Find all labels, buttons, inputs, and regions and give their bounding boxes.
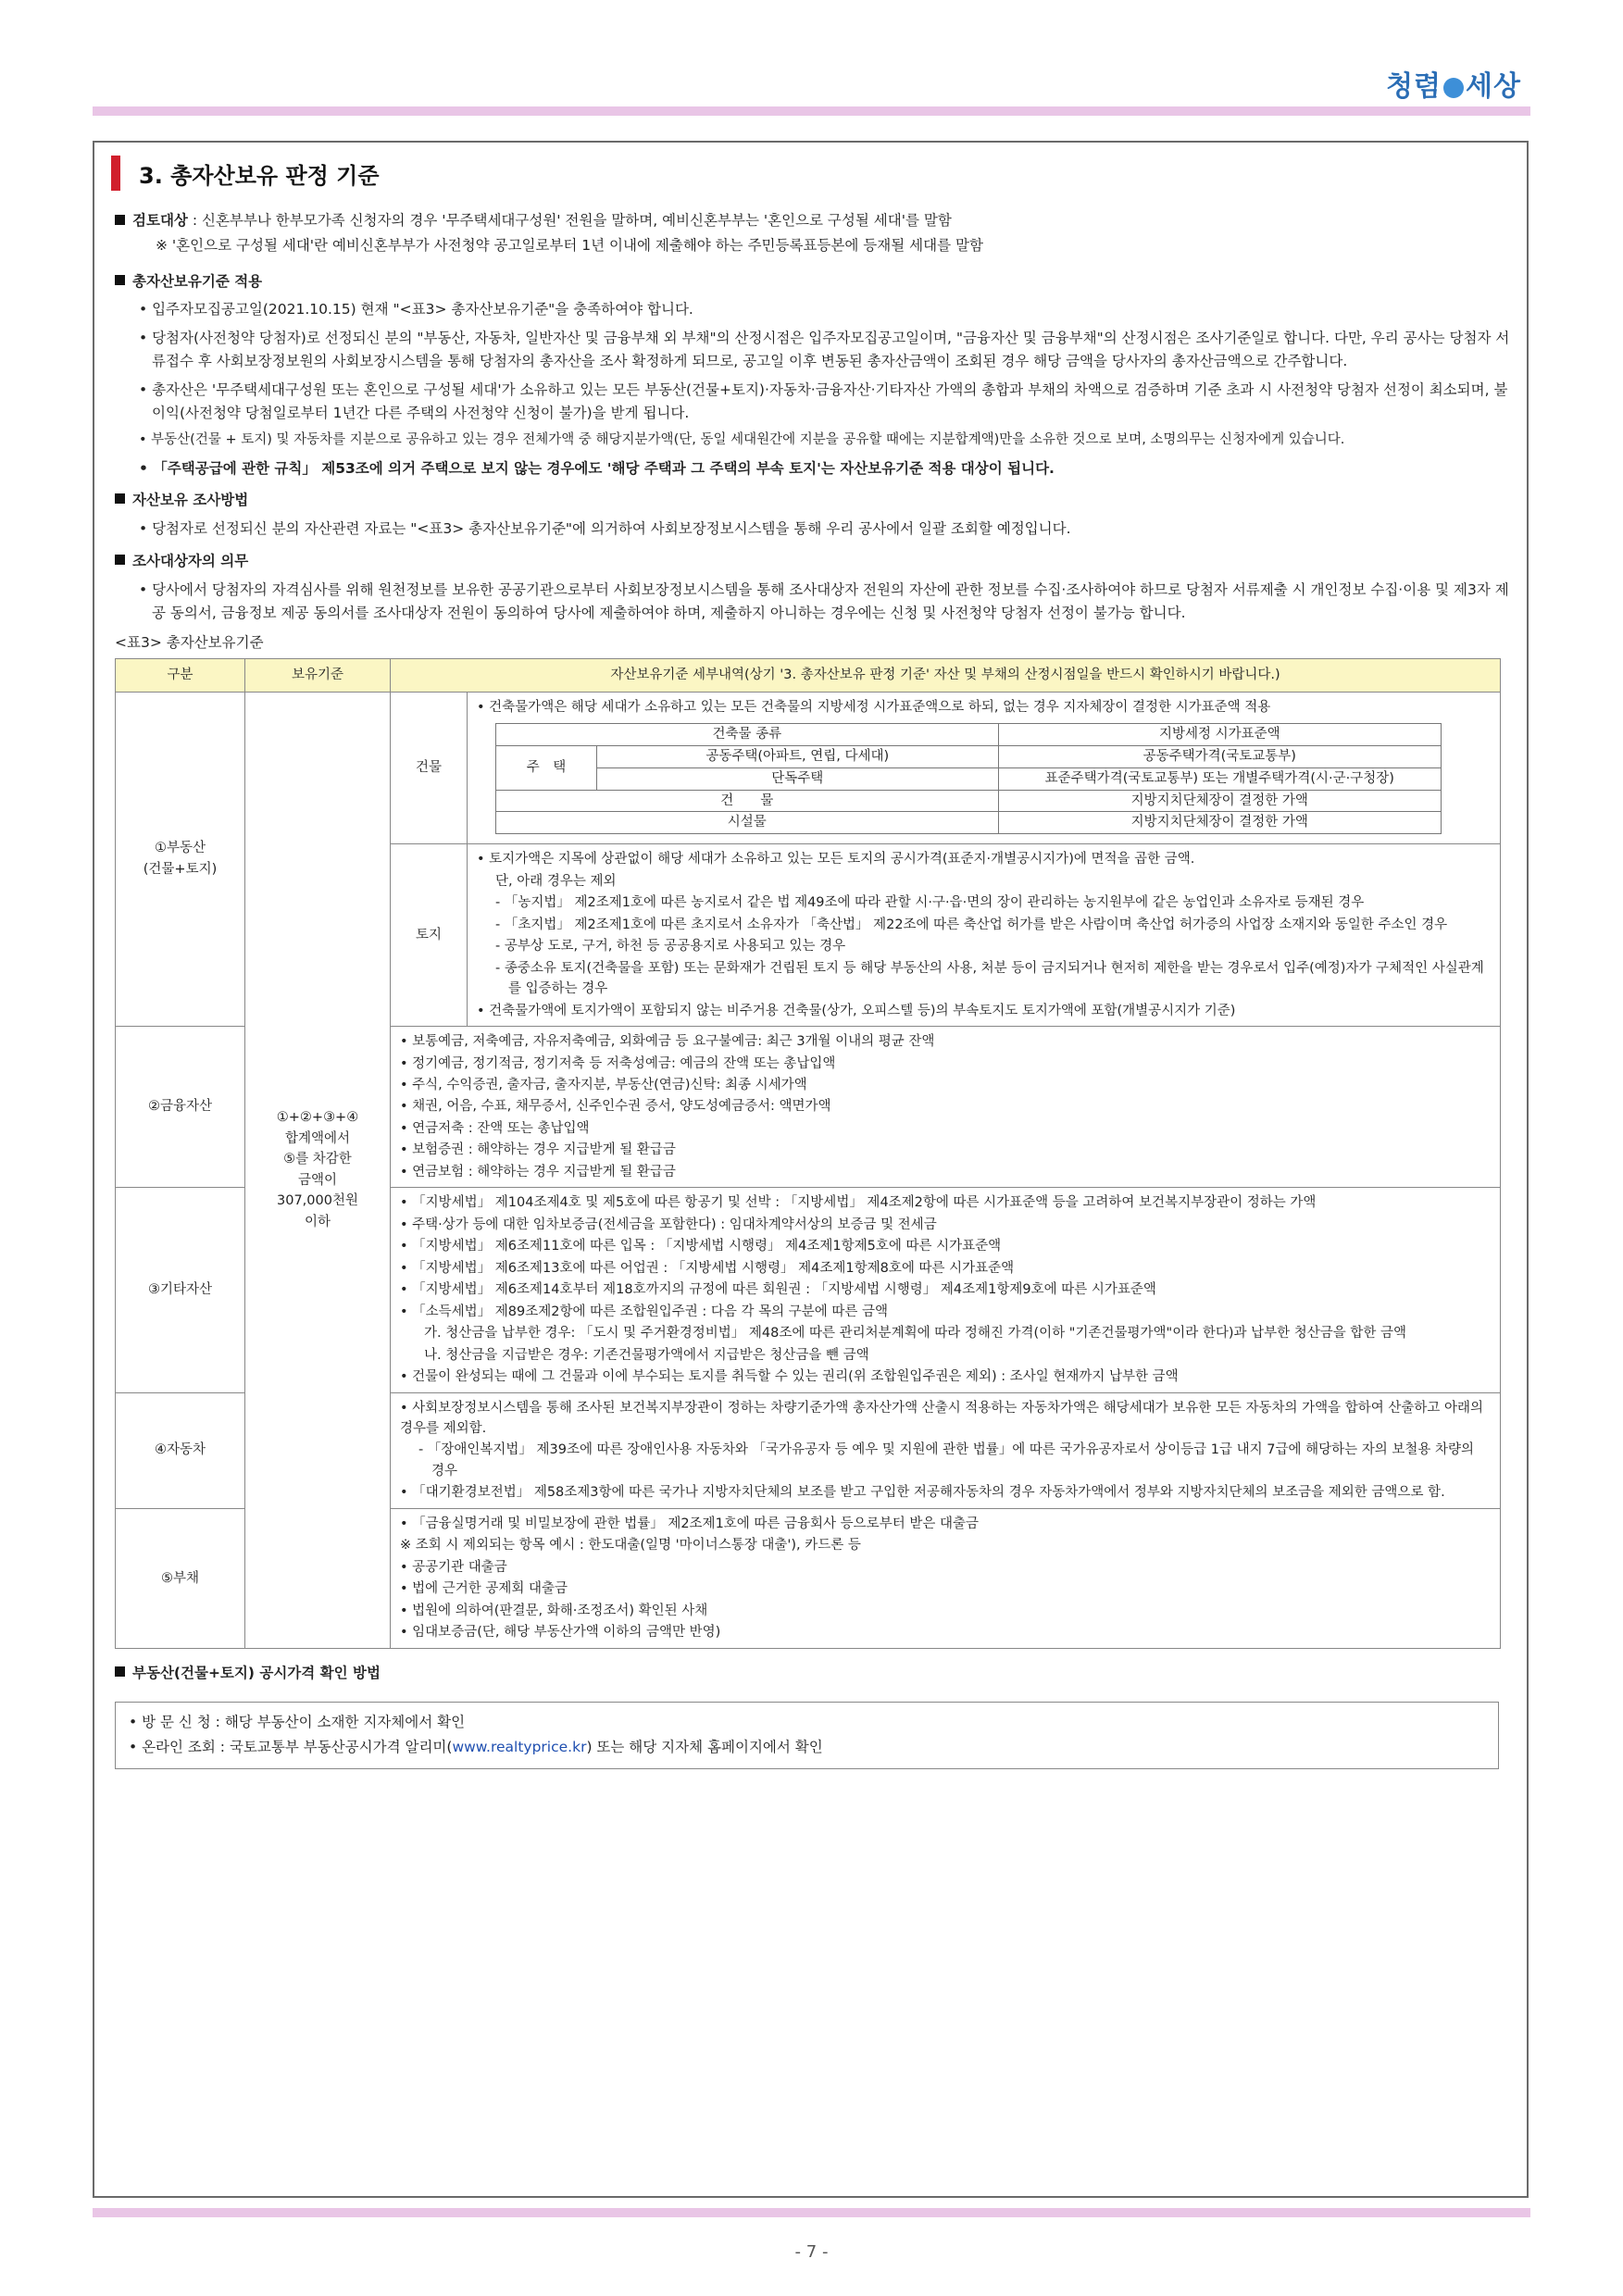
price-check-visit: • 방 문 신 청 : 해당 부동산이 소재한 지자체에서 확인 bbox=[129, 1713, 466, 1730]
debt-detail: • 「금융실명거래 및 비밀보장에 관한 법률」 제2조제1호에 따른 금융회사 등으로부터 받은 대출금 ※ 조회 시 제외되는 항목 예시 : 한도대출(일명 '마이너스통장 대출'), 카드론 등 • 공공기관 대출금 • 법에 근거한 공제회 대출금 • 법원에 의하여(판결문, 화해·조정조서) 확인된 사채 • 임대보증금(단, 해당 부동산가액 이하의 금액만 반영) bbox=[391, 1508, 1501, 1648]
apply-bullet-3: • 총자산은 '무주택세대구성원 또는 혼인으로 구성될 세대'가 소유하고 있는 모든 부동산(건물+토지)·자동차·금융자산·기타자산 가액의 총합과 부채의 차액으로 검증하며 기준 초과 시 사전청약 당첨자 선정이 최소되며, 불이익(사전청약 당첨일로부터 1년간 다른 주택의 사전청약 신청이 불가)을 받게 됩니다. bbox=[139, 381, 1508, 421]
cat-debt: ⑤부채 bbox=[116, 1508, 245, 1648]
sub-land: 토지 bbox=[391, 844, 468, 1027]
square-bullet-icon bbox=[115, 275, 125, 285]
apply-bullet-4: • 부동산(건물 + 토지) 및 자동차를 지분으로 공유하고 있는 경우 전체가액 중 해당지분가액(단, 동일 세대원간에 지분을 공유할 때에는 지분합계액)만을 소유한 것으로 보며, 소명의무는 신청자에게 있습니다. bbox=[139, 432, 1345, 448]
cat-other: ③기타자산 bbox=[116, 1188, 245, 1392]
duty-bullet-1: • 당사에서 당첨자의 자격심사를 위해 원천정보를 보유한 공공기관으로부터 사회보장정보시스템을 통해 조사대상자 전원의 자산에 관한 정보를 수집·조사하여야 하므로 당첨자 서류제출 시 개인정보 수집·이용 및 제3자 제공 동의서, 금융정보 제공 동의서를 조사대상자 전원이 동의하여 당사에 제출하여야 하며, 제출하지 아니하는 경우에는 신청 및 사전청약 당첨자 선정이 불가능 합니다. bbox=[139, 580, 1509, 621]
price-check-online: • 온라인 조회 : 국토교통부 부동산공시가격 알리미(www.realtyprice.kr) 또는 해당 지자체 홈페이지에서 확인 bbox=[129, 1739, 823, 1756]
title-accent-bar bbox=[111, 156, 120, 191]
land-detail: • 토지가액은 지목에 상관없이 해당 세대가 소유하고 있는 모든 토지의 공시가격(표준지·개별공시지가)에 면적을 곱한 금액. 단, 아래 경우는 제외 - 「농지법」 제2조제1호에 따른 농지로서 같은 법 제49조에 따라 관할 시·구·읍·면의 장이 관리하는 농지원부에 같은 농업인과 소유자로 등재된 경우 - 「초지법」 제2조제1호에 따른 초지로서 소유자가 「축산법」 제22조에 따른 축산업 허가를 받은 사람이며 축산업 허가증의 사업장 소재지와 동일한 주소인 경우 - 공부상 도로, 구거, 하천 등 공공용지로 사용되고 있는 경우 - 종중소유 토지(건축물을 포함) 또는 문화재가 건립된 토지 등 해당 부동산의 사용, 처분 등이 금지되거나 현저히 제한을 받는 경우로서 입주(예정)자가 구체적인 사실관계를 입증하는 경우 • 건축물가액에 토지가액이 포함되지 않는 비주거용 건축물(상가, 오피스텔 등)의 부속토지도 토지가액에 포함(개별공시지가 기준) bbox=[468, 844, 1501, 1027]
col-header-standard: 보유기준 bbox=[245, 659, 391, 692]
apply-bullet-5: • 「주택공급에 관한 규칙」 제53조에 의거 주택으로 보지 않는 경우에도 '해당 주택과 그 주택의 부속 토지'는 자산보유기준 적용 대상이 됩니다. bbox=[139, 459, 1055, 477]
asset-standard-table bbox=[115, 658, 1501, 1649]
review-note: ※ '혼인으로 구성될 세대'란 예비신혼부부가 사전청약 공고일로부터 1년 이내에 제출해야 하는 주민등록표등본에 등재될 세대를 말함 bbox=[156, 236, 983, 254]
apply-bullet-1: • 입주자모집공고일(2021.10.15) 현재 "<표3> 총자산보유기준"을 충족하여야 합니다. bbox=[139, 301, 693, 318]
method-heading: 자산보유 조사방법 bbox=[115, 489, 1511, 512]
finance-detail: • 보통예금, 저축예금, 자유저축예금, 외화예금 등 요구불예금: 최근 3개월 이내의 평균 잔액 • 정기예금, 정기적금, 정기저축 등 저축성예금: 예금의 잔액 또는 총납입액 • 주식, 수익증권, 출자금, 출자지분, 부동산(연금)신탁: 최종 시세가액 • 채권, 어음, 수표, 채무증서, 신주인수권 증서, 양도성예금증서: 액면가액 • 연금저축 : 잔액 또는 총납입액 • 보험증권 : 해약하는 경우 지급받게 될 환급금 • 연금보험 : 해약하는 경우 지급받게 될 환급금 bbox=[391, 1027, 1501, 1188]
realtyprice-link[interactable]: www.realtyprice.kr bbox=[452, 1739, 587, 1756]
table-caption: <표3> 총자산보유기준 bbox=[115, 634, 264, 652]
content-frame bbox=[93, 141, 1529, 2198]
apply-bullet-2: • 당첨자(사전청약 당첨자)로 선정되신 분의 "부동산, 자동차, 일반자산 및 금융부채 외 부채"의 산정시점은 입주자모집공고일이며, "금융자산 및 금융부채"의 산정시점은 조사기준일로 합니다. 다만, 우리 공사는 당첨자 서류접수 후 사회보장정보원의 사회보장시스템을 통해 당첨자의 총자산을 조사 확정하게 되므로, 공고일 이후 변동된 총자산금액이 조회된 경우 해당 금액을 당사자의 총자산금액으로 간주합니다. bbox=[139, 330, 1510, 369]
logo-emblem-icon bbox=[1443, 78, 1464, 98]
cat-realestate: ①부동산 (건물+토지) bbox=[116, 692, 245, 1026]
content-body bbox=[115, 207, 1511, 1769]
car-detail: • 사회보장정보시스템을 통해 조사된 보건복지부장관이 정하는 차량기준가액 총자산가액 산출시 적용하는 자동차가액은 해당세대가 보유한 모든 자동차의 가액을 합하여 산출하고 아래의 경우를 제외함. - 「장애인복지법」 제39조에 따른 장애인사용 자동차와 「국가유공자 등 예우 및 지원에 관한 법률」에 따른 국가유공자로서 상이등급 1급 내지 7급에 해당하는 자의 보철용 차량의 경우 • 「대기환경보전법」 제58조제3항에 따른 국가나 지방자치단체의 보조를 받고 구입한 저공해자동차의 경우 자동차가액에서 정부와 지방자치단체의 보조금을 제외한 금액으로 함. bbox=[391, 1392, 1501, 1508]
top-divider bbox=[93, 106, 1530, 116]
square-bullet-icon bbox=[115, 555, 125, 565]
logo: 청렴 세상 bbox=[1386, 70, 1521, 103]
section-title: 3. 총자산보유 판정 기준 bbox=[111, 156, 380, 191]
sub-building: 건물 bbox=[391, 692, 468, 844]
square-bullet-icon bbox=[115, 493, 125, 504]
other-detail: • 「지방세법」 제104조제4호 및 제5호에 따른 항공기 및 선박 : 「지방세법」 제4조제2항에 따른 시가표준액 등을 고려하여 보건복지부장관이 정하는 가액 • 주택·상가 등에 대한 임차보증금(전세금을 포함한다) : 임대차계약서상의 보증금 및 전세금 • 「지방세법」 제6조제11호에 따른 입목 : 「지방세법 시행령」 제4조제1항제5호에 따른 시가표준액 • 「지방세법」 제6조제13호에 따른 어업권 : 「지방세법 시행령」 제4조제1항제8호에 따른 시가표준액 • 「지방세법」 제6조제14호부터 제18호까지의 규정에 따른 회원권 : 「지방세법 시행령」 제4조제1항제9호에 따른 시가표준액 • 「소득세법」 제89조제2항에 따른 조합원입주권 : 다음 각 목의 구분에 따른 금액 가. 청산금을 납부한 경우: 「도시 및 주거환경정비법」 제48조에 따른 관리처분계획에 따라 정해진 가격(이하 "기존건물평가액"이라 한다)과 납부한 청산금을 합한 금액 나. 청산금을 지급받은 경우: 기존건물평가액에서 지급받은 청산금을 뺀 금액 • 건물이 완성되는 때에 그 건물과 이에 부수되는 토지를 취득할 수 있는 권리(위 조합원입주권은 제외) : 조사일 현재까지 납부한 금액 bbox=[391, 1188, 1501, 1392]
apply-heading: 총자산보유기준 적용 bbox=[115, 270, 1511, 293]
square-bullet-icon bbox=[115, 215, 125, 225]
method-bullet-1: • 당첨자로 선정되신 분의 자산관련 자료는 "<표3> 총자산보유기준"에 의거하여 사회보장정보시스템을 통해 우리 공사에서 일괄 조회할 예정입니다. bbox=[139, 520, 1071, 538]
duty-heading: 조사대상자의 의무 bbox=[115, 550, 1511, 573]
building-price-table: 건축물 종류 지방세정 시가표준액 주 택 공동주택(아파트, 연립, 다세대) 공동주택가격(국토교통부) 단독주택 표준주택가격(국토교통부) 또는 개별주택가격(시·군·구청장) 건 물 지방지치단체장이 결정한 가액 시설물 지방지치단체장이 결정한 가액 bbox=[495, 723, 1442, 834]
building-detail: • 건축물가액은 해당 세대가 소유하고 있는 모든 건축물의 지방세정 시가표준액으로 하되, 없는 경우 지자체장이 결정한 시가표준액 적용 건축물 종류 지방세정 시가표준액 주 택 공동주택(아파트, 연립, 다세대) 공동주택가격(국토교통부) 단독주택 표준주택가격(국토교통부) 또는 개별주택가격(시·군·구청장) 건 물 지방지치단체장이 결정한 가액 시설물 지방지치단체장이 결정한 가액 bbox=[468, 692, 1501, 844]
square-bullet-icon bbox=[115, 1666, 125, 1677]
price-check-box bbox=[115, 1702, 1499, 1770]
cat-car: ④자동차 bbox=[116, 1392, 245, 1508]
cat-finance: ②금융자산 bbox=[116, 1027, 245, 1188]
price-check-heading: 부동산(건물+토지) 공시가격 확인 방법 bbox=[115, 1662, 1511, 1685]
bottom-divider bbox=[93, 2208, 1530, 2217]
col-header-detail: 자산보유기준 세부내역(상기 '3. 총자산보유 판정 기준' 자산 및 부채의 산정시점일을 반드시 확인하시기 바랍니다.) bbox=[391, 659, 1501, 692]
review-target: 검토대상 : 신혼부부나 한부모가족 신청자의 경우 '무주택세대구성원' 전원을 말하며, 예비신혼부부는 '혼인으로 구성될 세대'를 말함 bbox=[115, 209, 1511, 232]
col-header-category: 구분 bbox=[116, 659, 245, 692]
page-number: - 7 - bbox=[794, 2242, 829, 2262]
standard-criteria: ①+②+③+④ 합계액에서 ⑤를 차감한 금액이 307,000천원 이하 bbox=[245, 692, 391, 1648]
